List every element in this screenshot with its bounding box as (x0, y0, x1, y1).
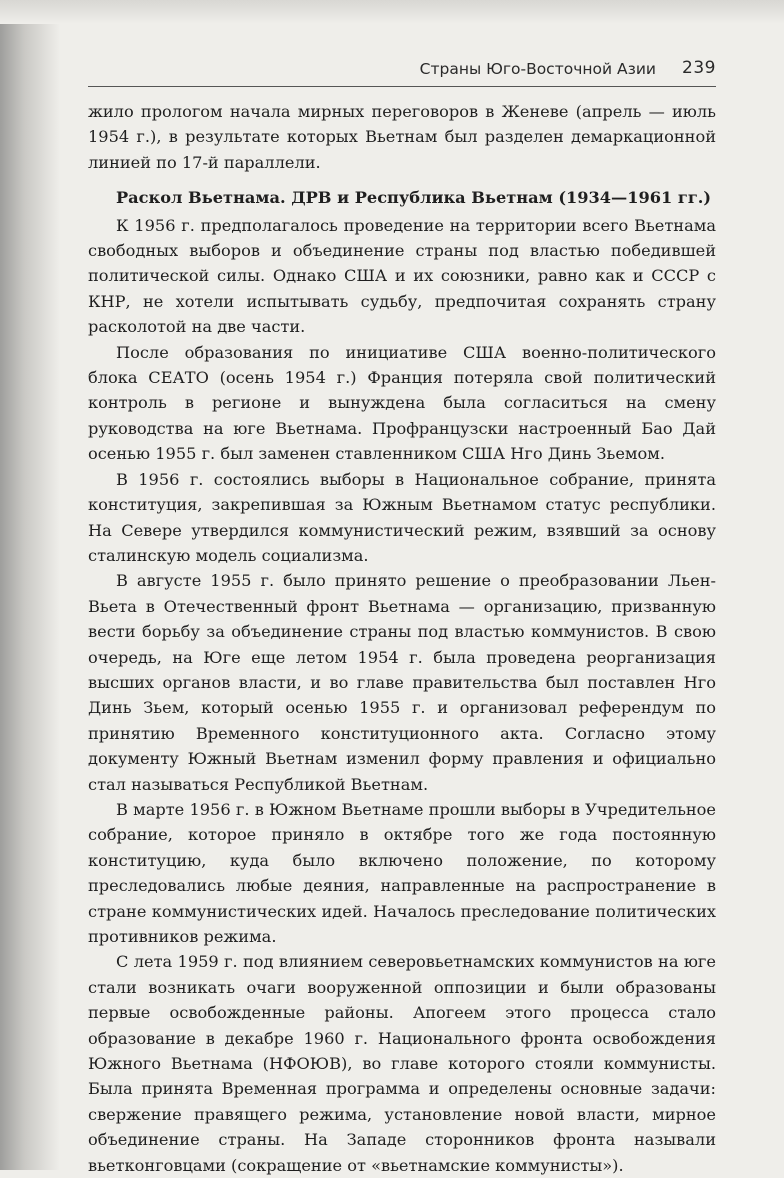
paragraph: К 1956 г. предполагалось проведение на территории всего Вьетнама свободных выборов и объединение страны под властью победившей политической силы. Однако США и их союзники, равно как и СССР с КНР, не хотели испытывать судьбу, предпочитая сохранять страну расколотой на две части. (88, 215, 716, 337)
paragraph: С лета 1959 г. под влиянием северовьетнамских коммунистов на юге стали возникать очаги вооруженной оппозиции и были образованы первые освобожденные районы. Апогеем этого процесса стало образование в декабре 1960 г. Национального фронта освобождения Южного Вьетнама (НФОЮВ), во главе которого стояли коммунисты. Была принята Временная программа и определены основные задачи: свержение правящего режима, установление новой власти, мирное объединение страны. На Западе сторонников фронта называли вьетконговцами (сокращение от «вьетнамские коммунисты»). (88, 952, 716, 1175)
paragraph: После образования по инициативе США военно-политического блока СЕАТО (осень 1954 г.) Франция потеряла свой политический контроль в регионе и вынуждена была согласиться на смену руководства на юге Вьетнама. Профранцузски настроенный Бао Дай осенью 1955 г. был заменен ставленником США Нго Динь Зьемом. (88, 342, 716, 464)
running-head-title: Страны Юго-Восточной Азии (419, 60, 656, 78)
page-number: 239 (682, 58, 716, 78)
book-page (88, 58, 716, 1178)
running-head (88, 58, 716, 87)
paragraph: В марте 1956 г. в Южном Вьетнаме прошли выборы в Учредительное собрание, которое приняло в октябре того же года постоянную конституцию, куда было включено положение, по которому преследовались любые деяния, направленные на распространение в стране коммунистических идей. Началось преследование политических противников режима. (88, 799, 716, 946)
section-heading: Раскол Вьетнама. ДРВ и Республика Вьетнам (1934—1961 гг.) (116, 188, 712, 208)
paragraph: В 1956 г. состоялись выборы в Национальное собрание, принята конституция, закрепившая за Южным Вьетнамом статус республики. На Севере утвердился коммунистический режим, взявший за основу сталинскую модель социализма. (88, 469, 716, 565)
paragraph: В августе 1955 г. было принято решение о преобразовании Льен-Вьета в Отечественный фронт Вьетнама — организацию, призванную вести борьбу за объединение страны под властью коммунистов. В свою очередь, на Юге еще летом 1954 г. была проведена реорганизация высших органов власти, и во главе правительства был поставлен Нго Динь Зьем, который осенью 1955 г. и организовал референдум по принятию Временного конституционного акта. Согласно этому документу Южный Вьетнам изменил форму правления и официально стал называться Республикой Вьетнам. (88, 571, 716, 794)
page-edge-shadow (0, 0, 60, 1170)
page-top-shadow (0, 0, 784, 24)
paragraph-continued: жило прологом начала мирных переговоров в Женеве (апрель — июль 1954 г.), в результате которых Вьетнам был разделен демаркационной линией по 17-й параллели. (88, 102, 716, 172)
page-body (88, 99, 716, 1178)
